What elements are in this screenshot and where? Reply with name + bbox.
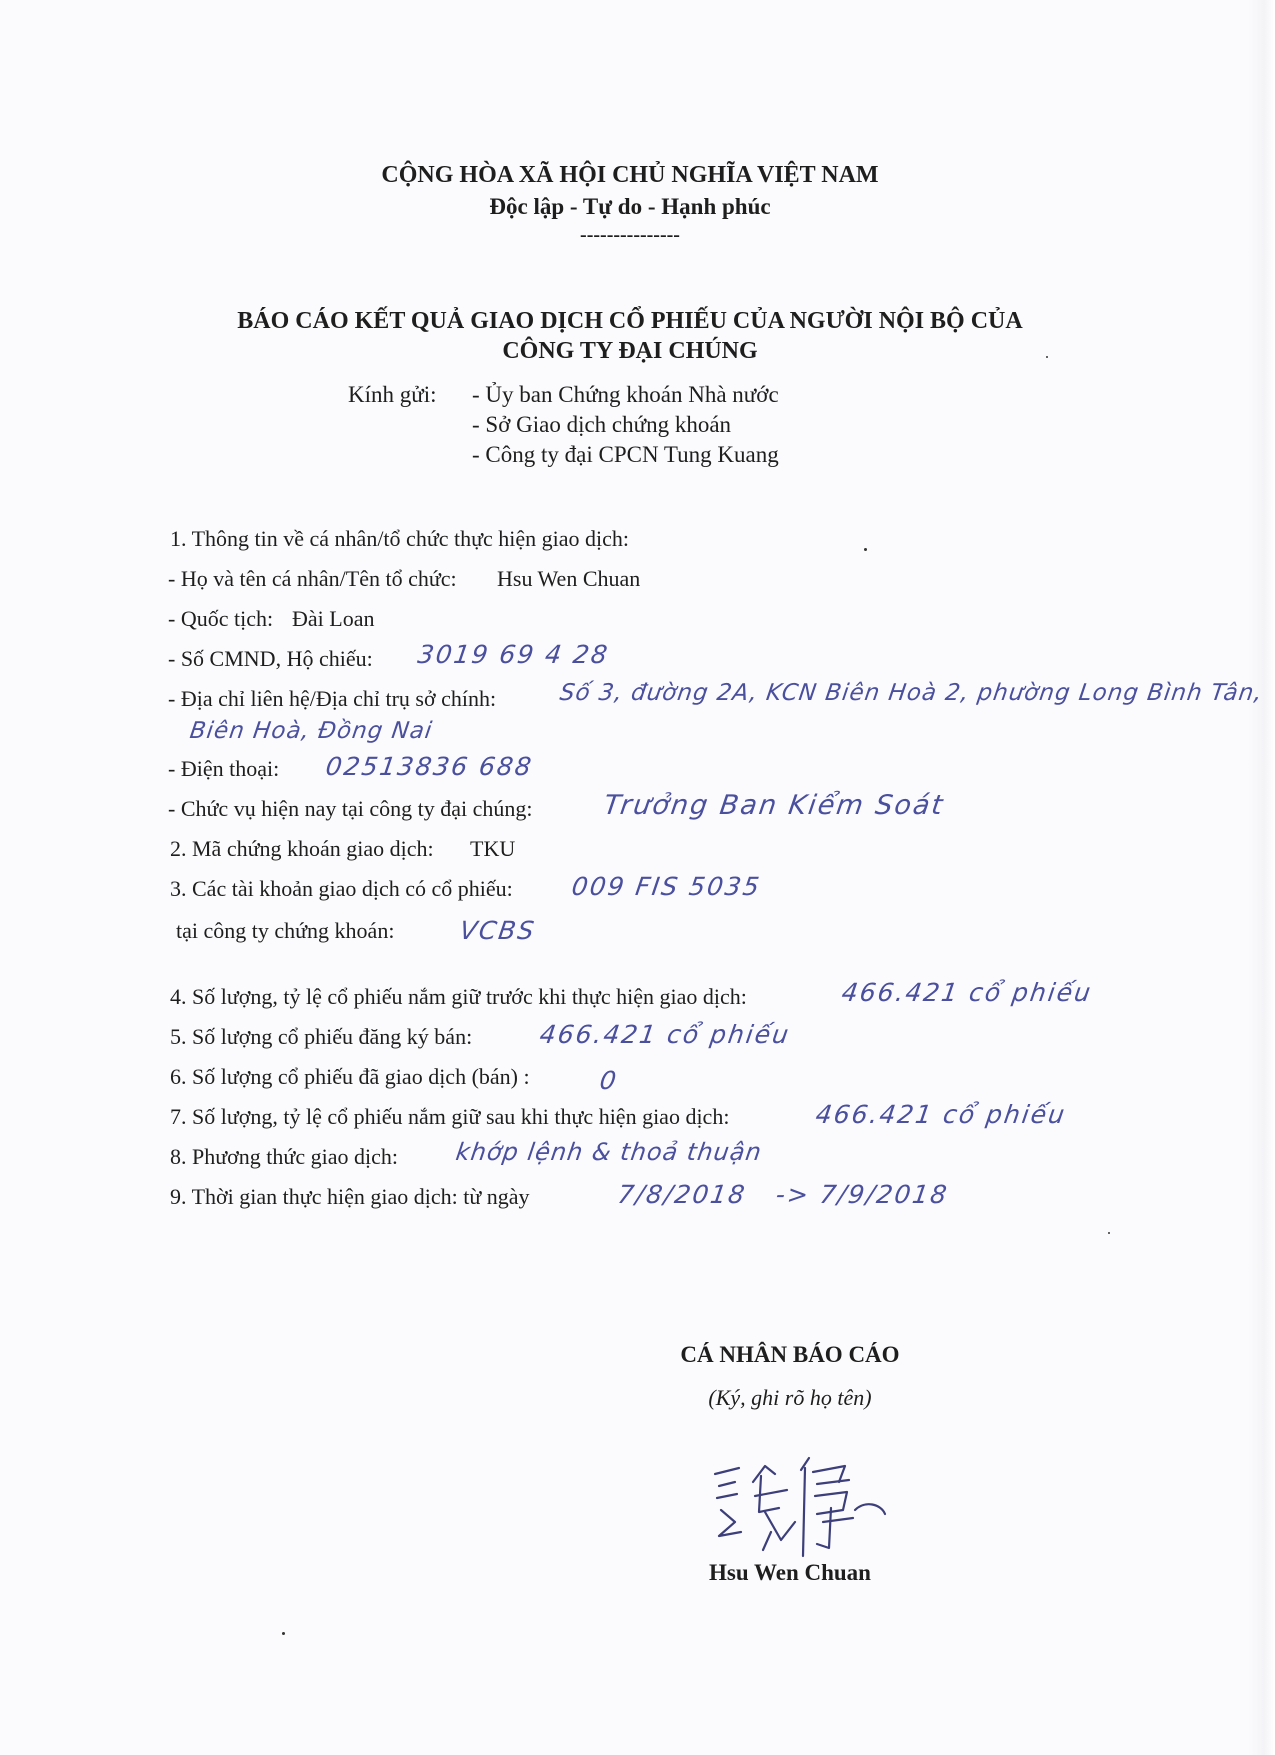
scan-speck xyxy=(282,1632,285,1635)
section-7-label: 7. Số lượng, tỷ lệ cổ phiếu nắm giữ sau khi thực hiện giao dịch: xyxy=(170,1104,730,1129)
scan-speck xyxy=(1046,356,1048,358)
handwritten-signature xyxy=(705,1452,905,1562)
phone-value-handwritten: 02513836 688 xyxy=(323,752,535,781)
report-title-line-1: BÁO CÁO KẾT QUẢ GIAO DỊCH CỔ PHIẾU CỦA NGƯỜI NỘI BỘ CỦA xyxy=(237,308,1023,334)
broker-label: tại công ty chứng khoán: xyxy=(176,918,395,943)
phone-label: - Điện thoại: xyxy=(168,756,280,781)
section-2-value: TKU xyxy=(470,836,516,861)
section-8-label: 8. Phương thức giao dịch: xyxy=(170,1144,398,1169)
report-title-line-2: CÔNG TY ĐẠI CHÚNG xyxy=(502,338,758,364)
scan-speck xyxy=(1108,1232,1110,1234)
page-edge xyxy=(1248,0,1275,1755)
national-header: CỘNG HÒA XÃ HỘI CHỦ NGHĨA VIỆT NAM xyxy=(381,162,879,188)
section-2-label: 2. Mã chứng khoán giao dịch: xyxy=(170,836,434,861)
section-4-label: 4. Số lượng, tỷ lệ cổ phiếu nắm giữ trước khi thực hiện giao dịch: xyxy=(170,984,747,1009)
recipient-item: - Công ty đại CPCN Tung Kuang xyxy=(472,442,779,467)
signatory-name: Hsu Wen Chuan xyxy=(709,1560,871,1585)
section-7-value-handwritten: 466.421 cổ phiếu xyxy=(813,1100,1069,1129)
section-6-label: 6. Số lượng cổ phiếu đã giao dịch (bán) : xyxy=(170,1064,530,1089)
recipient-item: - Ủy ban Chứng khoán Nhà nước xyxy=(472,382,779,407)
recipient-item: - Sở Giao dịch chứng khoán xyxy=(472,412,732,437)
signature-note: (Ký, ghi rõ họ tên) xyxy=(708,1385,872,1410)
position-label: - Chức vụ hiện nay tại công ty đại chúng: xyxy=(168,796,533,821)
nationality-label: - Quốc tịch: xyxy=(168,606,274,631)
section-4-value-handwritten: 466.421 cổ phiếu xyxy=(839,978,1095,1007)
header-divider: --------------- xyxy=(580,224,680,246)
section-5-label: 5. Số lượng cổ phiếu đăng ký bán: xyxy=(170,1024,473,1049)
id-value-handwritten: 3019 69 4 28 xyxy=(415,640,612,669)
section-9-label: 9. Thời gian thực hiện giao dịch: từ ngày xyxy=(170,1184,530,1209)
position-value-handwritten: Trưởng Ban Kiểm Soát xyxy=(601,790,947,821)
section-9-value-handwritten: 7/8/2018 -> 7/9/2018 xyxy=(615,1180,951,1209)
section-1-heading: 1. Thông tin về cá nhân/tổ chức thực hiện giao dịch: xyxy=(170,526,630,551)
nationality-value: Đài Loan xyxy=(292,606,375,631)
name-value: Hsu Wen Chuan xyxy=(497,566,641,591)
name-label: - Họ và tên cá nhân/Tên tổ chức: xyxy=(168,566,457,591)
broker-value-handwritten: VCBS xyxy=(457,916,538,945)
address-value-handwritten-cont: Biên Hoà, Đồng Nai xyxy=(188,718,435,744)
section-8-value-handwritten: khớp lệnh & thoả thuận xyxy=(454,1138,764,1166)
section-3-label: 3. Các tài khoản giao dịch có cổ phiếu: xyxy=(170,876,513,901)
address-label: - Địa chỉ liên hệ/Địa chỉ trụ sở chính: xyxy=(168,686,497,711)
account-value-handwritten: 009 FIS 5035 xyxy=(569,872,763,901)
national-motto: Độc lập - Tự do - Hạnh phúc xyxy=(489,194,771,219)
signature-title: CÁ NHÂN BÁO CÁO xyxy=(680,1342,900,1367)
section-5-value-handwritten: 466.421 cổ phiếu xyxy=(537,1020,793,1049)
address-value-handwritten: Số 3, đường 2A, KCN Biên Hoà 2, phường Long Bình Tân, xyxy=(558,680,1265,706)
section-6-value-handwritten: 0 xyxy=(597,1066,620,1095)
id-label: - Số CMND, Hộ chiếu: xyxy=(168,646,373,671)
recipients-label: Kính gửi: xyxy=(348,382,437,407)
scan-speck xyxy=(864,548,867,551)
